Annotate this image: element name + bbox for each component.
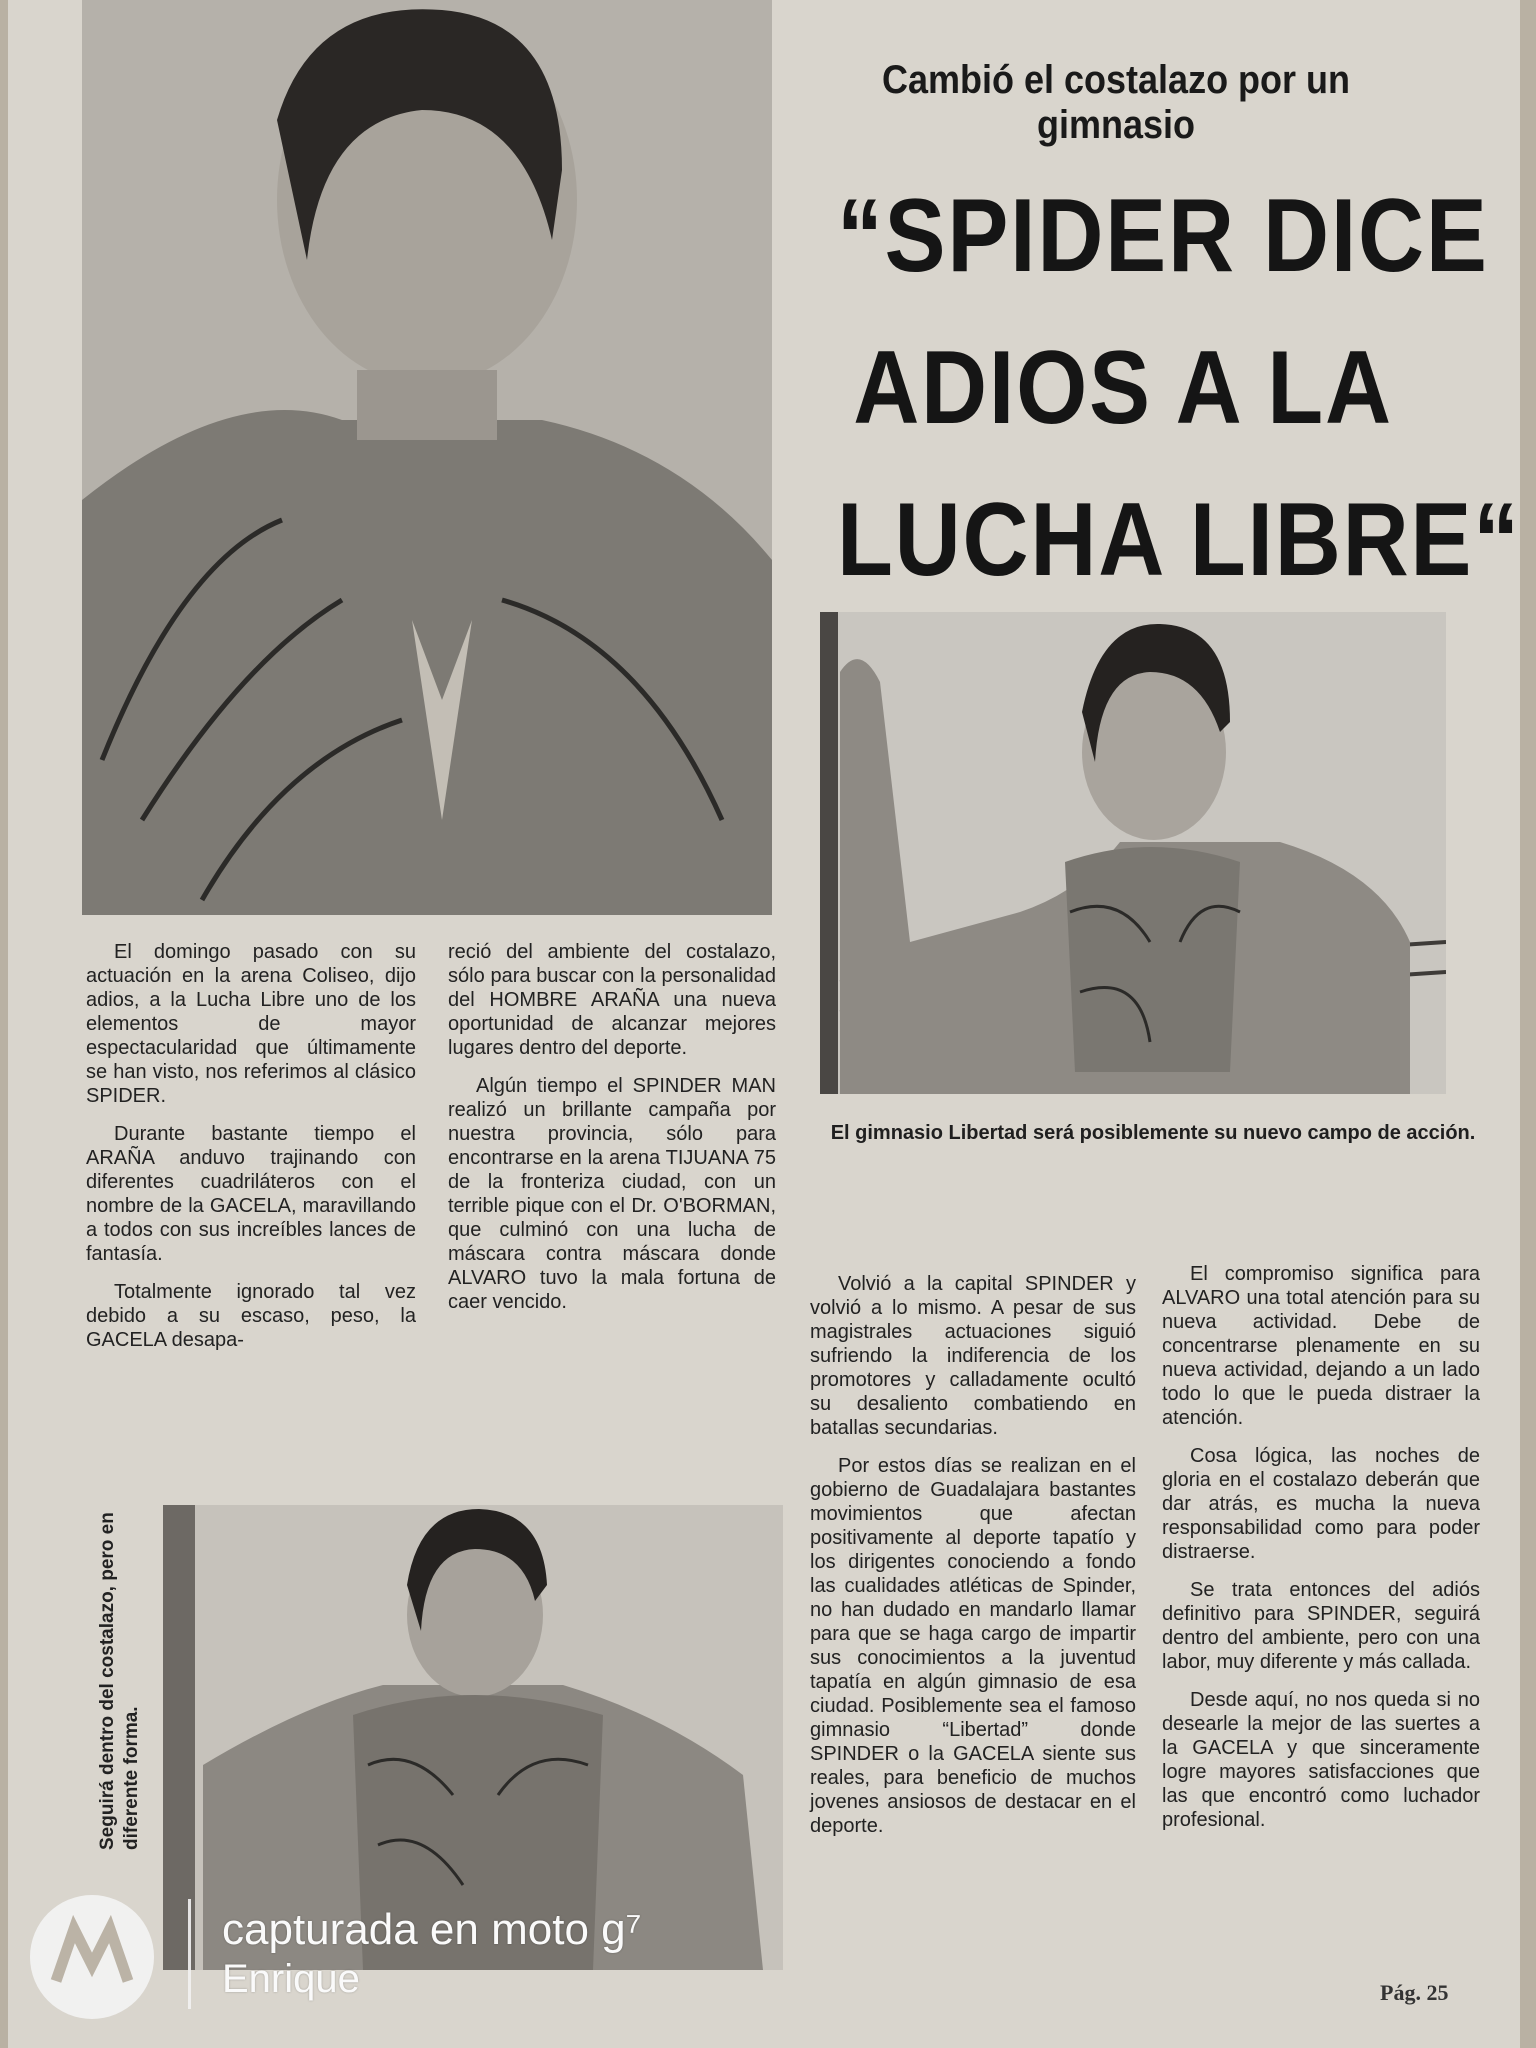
paragraph: Volvió a la capital SPINDER y volvió a lo mismo. A pesar de sus magistrales actuaciones siguió sufriendo la indiferencia de los promotores y calladamente ocultó su desaliento combatiendo en batallas secundarias. — [810, 1273, 1136, 1439]
watermark-divider — [188, 1899, 191, 2009]
article-column-2 — [448, 940, 776, 1328]
article-column-3 — [810, 1272, 1136, 1852]
photo-caption-vertical: Seguirá dentro del costalazo, pero en diferente forma. — [97, 1512, 142, 1850]
watermark-device-text: capturada en moto g⁷ — [222, 1905, 642, 1954]
paragraph: El domingo pasado con su actuación en la arena Coliseo, dijo adios, a la Lucha Libre uno de los elementos de mayor espectacularidad que últimamente se han visto, nos referimos al clásico SPIDER. — [86, 941, 416, 1107]
article-column-1 — [86, 940, 416, 1366]
page-number: Pág. 25 — [1380, 1980, 1449, 2005]
paragraph: Se trata entonces del adiós definitivo para SPINDER, seguirá dentro del ambiente, pero con una labor, muy diferente y más callada. — [1162, 1579, 1480, 1673]
paragraph: Desde aquí, no nos queda si no desearle la mejor de las suertes a la GACELA y que sinceramente logre mayores satisfacciones que las que encontró como luchador profesional. — [1162, 1689, 1480, 1831]
kicker: Cambió el costalazo por un gimnasio — [881, 58, 1351, 147]
paragraph: reció del ambiente del costalazo, sólo para buscar con la personalidad del HOMBRE ARAÑA una nueva oportunidad de alcanzar mejores lugares dentro del deporte. — [448, 941, 776, 1059]
photo-spider-gym — [820, 612, 1446, 1094]
camera-watermark — [30, 1895, 642, 2001]
paragraph: El compromiso significa para ALVARO una total atención para su nueva actividad. Debe de concentrarse plenamente en su nueva actividad, dejando a un lado todo lo que le pueda distraer la atención. — [1162, 1263, 1480, 1429]
article-column-4 — [1162, 1262, 1480, 1846]
headline-line-3: LUCHA LIBRE“ — [837, 482, 1521, 598]
headline — [837, 160, 1521, 616]
magazine-page — [8, 0, 1520, 2048]
paragraph: Durante bastante tiempo el ARAÑA anduvo trajinando con diferentes cuadriláteros con el nombre de la GACELA, maravillando a todos con sus increíbles lances de fantasía. — [86, 1123, 416, 1265]
paragraph: Cosa lógica, las noches de gloria en el costalazo deberán que dar atrás, es mucha la nueva responsabilidad como para poder distraerse. — [1162, 1445, 1480, 1563]
headline-line-1: “SPIDER DICE — [837, 178, 1489, 294]
watermark-author-text: Enrique — [222, 1957, 360, 2001]
motorola-logo-icon — [30, 1895, 154, 2019]
photo-spider-portrait — [82, 0, 772, 915]
paragraph: Algún tiempo el SPINDER MAN realizó un brillante campaña por nuestra provincia, sólo para encontrarse en la arena TIJUANA 75 de la fronteriza ciudad, con un terrible pique con el Dr. O'BORMAN, que culminó con una lucha de máscara contra máscara donde ALVARO tuvo la mala fortuna de caer vencido. — [448, 1075, 776, 1313]
photo-caption-right: El gimnasio Libertad será posiblemente su nuevo campo de acción. — [830, 1122, 1476, 1144]
paragraph: Totalmente ignorado tal vez debido a su escaso, peso, la GACELA desapa- — [86, 1281, 416, 1351]
paragraph: Por estos días se realizan en el gobierno de Guadalajara bastantes movimientos que afectan positivamente al deporte tapatío y los dirigentes conociendo a fondo las cualidades atléticas de Spinder, no han dudado en mandarlo llamar para que se haga cargo de impartir sus conocimientos a la juventud tapatía en algún gimnasio de esa ciudad. Posiblemente sea el famoso gimnasio “Libertad” donde SPINDER o la GACELA siente sus reales, para beneficio de muchos jovenes ansiosos de destacar en el deporte. — [810, 1455, 1136, 1837]
headline-line-2: ADIOS A LA — [853, 330, 1393, 446]
